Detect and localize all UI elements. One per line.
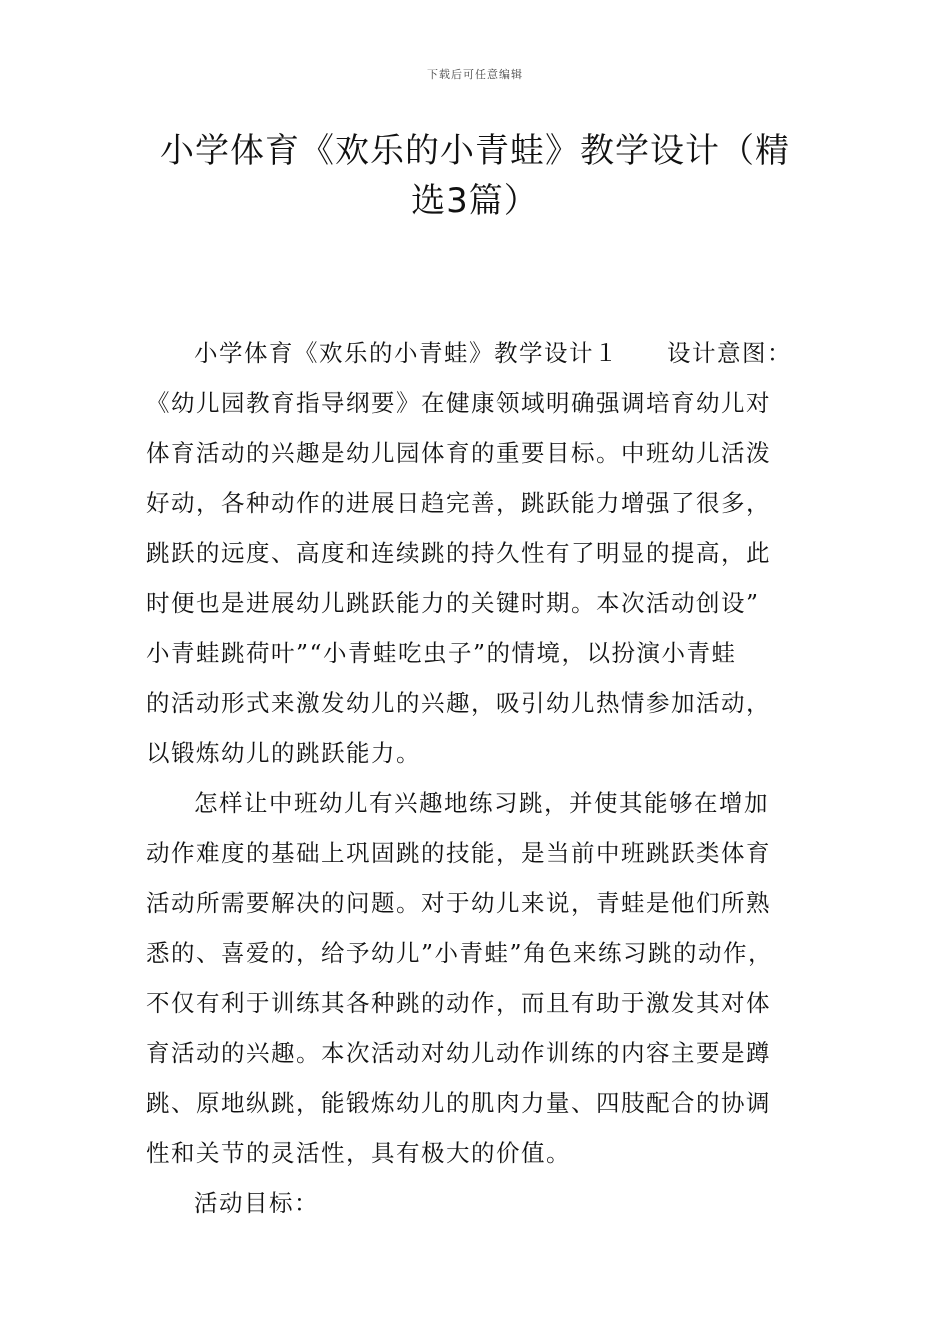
text-line: 悉的、喜爱的，给予幼儿”小青蛙”角色来练习跳的动作， — [146, 939, 774, 967]
header-note: 下载后可任意编辑 — [427, 68, 523, 81]
text-line: 怎样让中班幼儿有兴趣地练习跳，并使其能够在增加 — [194, 789, 769, 817]
text-line: 以锻炼幼儿的跳跃能力。 — [146, 739, 421, 767]
text-line: 好动，各种动作的进展日趋完善，跳跃能力增强了很多， — [146, 489, 771, 517]
title-line-2: 选3篇） — [411, 181, 539, 221]
text-line: 动作难度的基础上巩固跳的技能，是当前中班跳跃类体育 — [146, 839, 771, 867]
text-line: 育活动的兴趣。本次活动对幼儿动作训练的内容主要是蹲 — [146, 1039, 771, 1067]
text-line: 性和关节的灵活性，具有极大的价值。 — [146, 1139, 571, 1167]
paragraph-activity-goals — [146, 1178, 818, 1228]
document-title — [140, 126, 810, 226]
text-line: 时便也是进展幼儿跳跃能力的关键时期。本次活动创设” — [146, 589, 760, 617]
text-line: 体育活动的兴趣是幼儿园体育的重要目标。中班幼儿活泼 — [146, 439, 771, 467]
section-intro: 小学体育《欢乐的小青蛙》教学设计１ — [194, 339, 619, 367]
section-heading-goals: 活动目标： — [194, 1189, 319, 1217]
paragraph-first-line — [146, 328, 818, 378]
text-line: 跳跃的远度、高度和连续跳的持久性有了明显的提高，此 — [146, 539, 771, 567]
title-line-1: 小学体育《欢乐的小青蛙》教学设计（精 — [160, 131, 790, 171]
text-line: 小青蛙跳荷叶”“小青蛙吃虫子”的情境，以扮演小青蛙 — [146, 639, 737, 667]
text-line: 的活动形式来激发幼儿的兴趣，吸引幼儿热情参加活动， — [146, 689, 771, 717]
text-line: 跳、原地纵跳，能锻炼幼儿的肌肉力量、四肢配合的协调 — [146, 1089, 771, 1117]
paragraph-practice — [146, 778, 818, 1178]
section-heading: 设计意图： — [667, 339, 792, 367]
text-line: 不仅有利于训练其各种跳的动作，而且有助于激发其对体 — [146, 989, 771, 1017]
text-line: 活动所需要解决的问题。对于幼儿来说，青蛙是他们所熟 — [146, 889, 771, 917]
paragraph-design-intent — [146, 328, 818, 778]
document-body — [146, 328, 818, 1228]
text-line: 《幼儿园教育指导纲要》在健康领域明确强调培育幼儿对 — [146, 389, 771, 417]
